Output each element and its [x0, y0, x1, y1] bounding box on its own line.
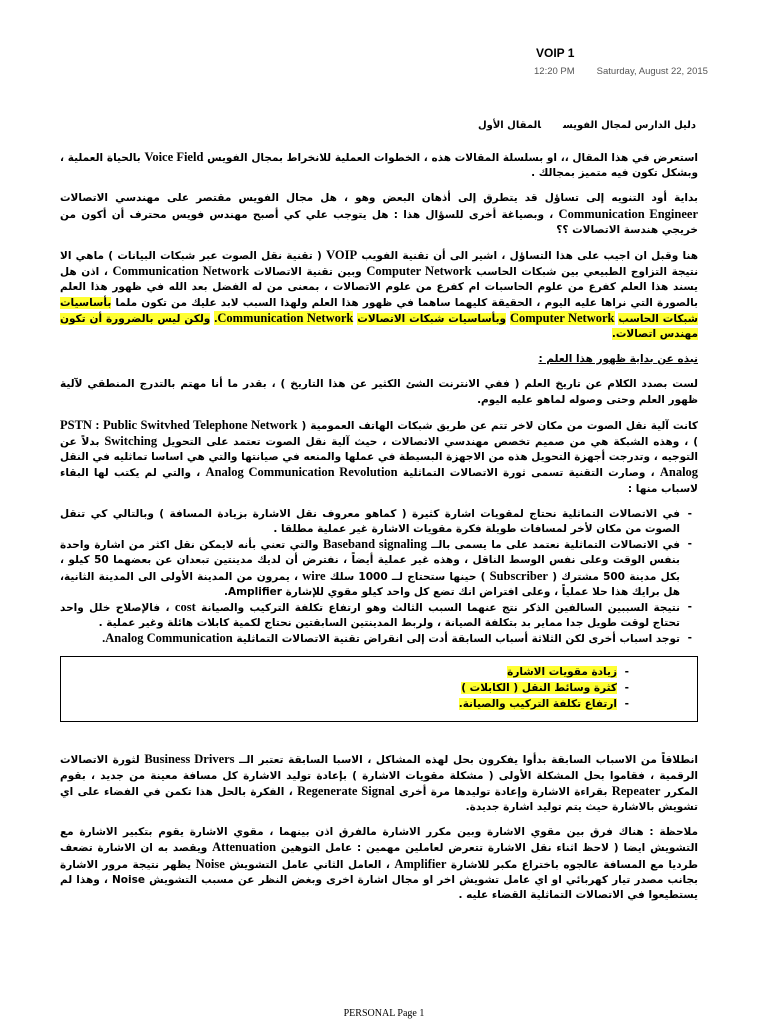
highlight: بأساسيات شبكات الحاسب	[60, 296, 699, 325]
created-date: Saturday, August 22, 2015	[596, 66, 708, 77]
text: توجد اسباب أخرى لكن الثلاثة أسباب السابقة أدت إلى انقراض تقنية الاتصالات التماثلية	[236, 633, 680, 646]
article-label: المقال الأول	[477, 120, 542, 131]
summary-item: - زيادة مقويات الاشارة	[71, 665, 617, 680]
text: ، يمرون من المدينة الأولى الى المدينة الثانية، هل برايك هذا حلا عملياً ، وعلى افتراض انك تضع كل واحد كيلو مقوي للإشارة Amplifier.	[60, 570, 680, 598]
term: Amplifier	[394, 856, 447, 871]
text: بقراءة الاشارة وإعادة توليدها مرة أخرى	[399, 785, 608, 798]
article-body	[60, 150, 698, 913]
text: بالحياة العملية ، وبشكل تكون فيه متميز بمجالك .	[60, 152, 698, 180]
term: Attenuation	[212, 840, 277, 855]
created-time: 12:20 PM	[534, 66, 575, 77]
text: ، فالإصلاح خلل واحد تحتاج لوقت طويل جدا مماير بد بتكلفة الصيانة ، ولربط المدينتين السابقتين نحتاج لكمية كابلات هائلة وغير عملية .	[60, 602, 680, 630]
text: ، العامل الثاني عامل التشويش	[229, 858, 390, 871]
text: ويقصد به ان الاشارة تضعف طرديا مع المسافة عالجوه باختراع مكبر للاشارة	[60, 842, 699, 871]
page-footer: PERSONAL Page 1	[343, 1008, 425, 1019]
text: ، وصارت التقنية تسمى ثورة الاتصالات التماثلية	[402, 467, 655, 480]
term: Subscriber	[489, 568, 548, 583]
text: والتي تعني بأنه لايمكن نقل اكثر من اشارة واحدة بنفس الوقت وعلى نفس الوسط الناقل ، وهذه غير عملية أيضاً ، نفترض أن لديك مدينتين تبعدان عن بعضهما 50 كيلو ، بكل مدينة 500 مشترك (	[60, 539, 681, 583]
reasons-list	[60, 507, 698, 648]
text: يظهر نتيجة مرور الاشارة بجانب مصدر تيار كهربائي او اي عامل تشويش اخر او مجال اشارة اخرى وبغض النظر عن مسبب التشويش Noise ، وهذا لم يستطيعوا في الاتصالات التماثلية القضاء عليه .	[60, 858, 698, 901]
paragraph-question	[60, 191, 698, 238]
term: Switching	[104, 434, 158, 449]
text: ، الفكرة بالحل هذا تكمن في الفضاء على اي تشويش بالاشارة حيث يتم توليد اشارة جديدة.	[60, 785, 698, 813]
highlight-term: Communication Network.	[214, 310, 354, 325]
term: PSTN : Public Switvhed Telephone Network	[60, 417, 298, 432]
term: Communication Network	[112, 264, 250, 279]
text: ) ، وهذه الشبكة هي من صميم تخصص مهندسي الاتصالات ، حيث آلية نقل الصوت تعتمد على التحويل	[162, 436, 698, 449]
guide-title: دليل الدارس لمجال الفويس	[563, 120, 696, 131]
text: كانت آلية نقل الصوت من مكان لاخر تتم عن طريق شبكات الهاتف العمومية (	[301, 419, 698, 432]
term: Baseband signaling	[322, 537, 427, 552]
term: Analog Communication.	[102, 631, 233, 646]
summary-list	[71, 665, 617, 713]
summary-box	[60, 656, 698, 723]
list-item	[60, 537, 680, 600]
list-item	[60, 631, 680, 647]
text: بدلاً عن التوجيه ، وتدرجت أجهزة التحويل هذه من الاجهزة البسيطة في عملها والمنعه في صيانتها والتي هي اساسا تماثليه في النقل	[60, 436, 698, 464]
text: ملاحظة : هناك فرق بين مقوي الاشارة وبين مكرر الاشارة مالفرق اذن بينهما ، مقوي الاشارة يقوم بتكبير الاشارة مع التشويش ايضا ( لاحظ اثناء نقل الاشارة تتعرض لعاملين مهمين : عامل التوهين	[60, 826, 698, 855]
text: في الاتصالات التماثلية نحتاج لمقويات اشارة كثيرة ( كماهو معروف نقل الاشارة بزيادة المسافة ) وبالتالي كي تنقل الصوت من مكان لأخر لمسافات طويلة فكرة مقويات الاشارة غير عملية مطلقا .	[60, 507, 680, 536]
term: Analog Communication Revolution	[205, 465, 398, 480]
text: وبين تقنية الاتصالات	[253, 266, 362, 279]
paragraph-note	[60, 825, 698, 903]
term: Business Drivers	[144, 752, 235, 767]
text: ، اذن هل يسند هذا العلم كفرع من علوم الحاسبات ام كفرع من علوم الاتصالات ، بمعنى من له الفضل بعد الله في ظهور هذا العلم بالصورة التي نراها عليه اليوم ، الحقيقة كليهما ساهما في ظهور هذا العلم ولهذا السبب لابد عليك من تكون ملما	[60, 266, 699, 309]
text: ) حينها ستحتاج لــ 1000 سلك	[329, 570, 486, 583]
term: wire	[302, 568, 326, 583]
term: Noise	[195, 856, 225, 871]
text: استعرض في هذا المقال ،، او بسلسلة المقالات هذه ، الخطوات العملية للانخراط بمجال الفويس	[207, 152, 699, 164]
paragraph-pstn	[60, 418, 698, 497]
text: ( تقنية نقل الصوت عبر شبكات البيانات ) ماهي الا نتيجة التزاوج الطبيعي بين شبكات الحاسب	[60, 250, 699, 279]
text: انطلاقاً من الاسباب السابقة بدأوا يفكرون بحل لهذه المشاكل ، الاسبا السابقة تعتبر الــ	[239, 754, 699, 767]
term: Communication Engineer	[558, 206, 698, 221]
term: Repeater	[611, 783, 661, 798]
highlight: وبأساسيات شبكات الاتصالات	[357, 312, 507, 325]
paragraph-digital	[60, 752, 698, 815]
paragraph-history: لست بصدد الكلام عن تاريخ العلم ( ففي الانترنت الشئ الكثير عن هذا التاريخ ) ، بقدر ما أنا مهتم بالتدرج المنطقي لآلية ظهور العلم وحتى وصوله لماهو عليه اليوم.	[60, 378, 698, 406]
term: VOIP	[326, 248, 358, 263]
highlight-term: Computer Network	[509, 310, 615, 325]
text: نتيجة السببين السالفين الذكر نتج عنهما السبب الثالث وهو ارتفاع تكلفة التركيب والصيانة	[201, 602, 680, 615]
page-title: VOIP 1	[536, 46, 575, 60]
text: في الاتصالات التماثلية نعتمد على ما يسمى بالــ	[431, 539, 680, 552]
term: cost	[174, 600, 196, 615]
paragraph-intro	[60, 150, 698, 181]
section-heading: نبذه عن بداية ظهور هذا العلم :	[538, 353, 698, 366]
list-item	[60, 507, 680, 537]
summary-item: - كثرة وسائط النقل ( الكابلات )	[71, 681, 617, 696]
term: Analog	[659, 465, 699, 480]
text: لثورة الاتصالات الرقمية ، فقاموا بحل المشكلة الأولى ( مشكلة مقويات الاشارة ) بإعادة توليد الاشارة كل مسافة معينة من جديد ، بقوم المكرر	[60, 754, 699, 798]
page-meta	[534, 66, 708, 77]
term: Regenerate Signal	[297, 783, 395, 798]
term: Voice Field	[144, 150, 204, 164]
text: ، وبصياغة أخرى للسؤال هذا : هل يتوجب علي كي أصبح مهندس فويس محترف أن أكون من خريجي هندسة الاتصالات ؟؟	[60, 208, 698, 236]
list-item	[60, 600, 680, 631]
highlight: ولكن ليس بالضرورة أن تكون مهندس اتصالات.	[60, 312, 698, 341]
paragraph-voip	[60, 248, 698, 342]
term: Computer Network	[366, 264, 472, 279]
guide-heading	[478, 120, 696, 131]
text: بداية أود التنويه إلى تساؤل قد يتطرق إلى أذهان البعض وهو ، هل مجال الفويس مقتصر على مهندسي الاتصالات	[60, 192, 698, 205]
summary-item: - ارتفاع تكلفة التركيب والصيانة.	[71, 697, 617, 712]
text: ، والتي لم يكتب لها البقاء لاسباب منها :	[60, 467, 698, 495]
text: هنا وقبل ان اجيب على هذا التساؤل ، اشير الى أن تقنية الفويب	[361, 250, 699, 263]
